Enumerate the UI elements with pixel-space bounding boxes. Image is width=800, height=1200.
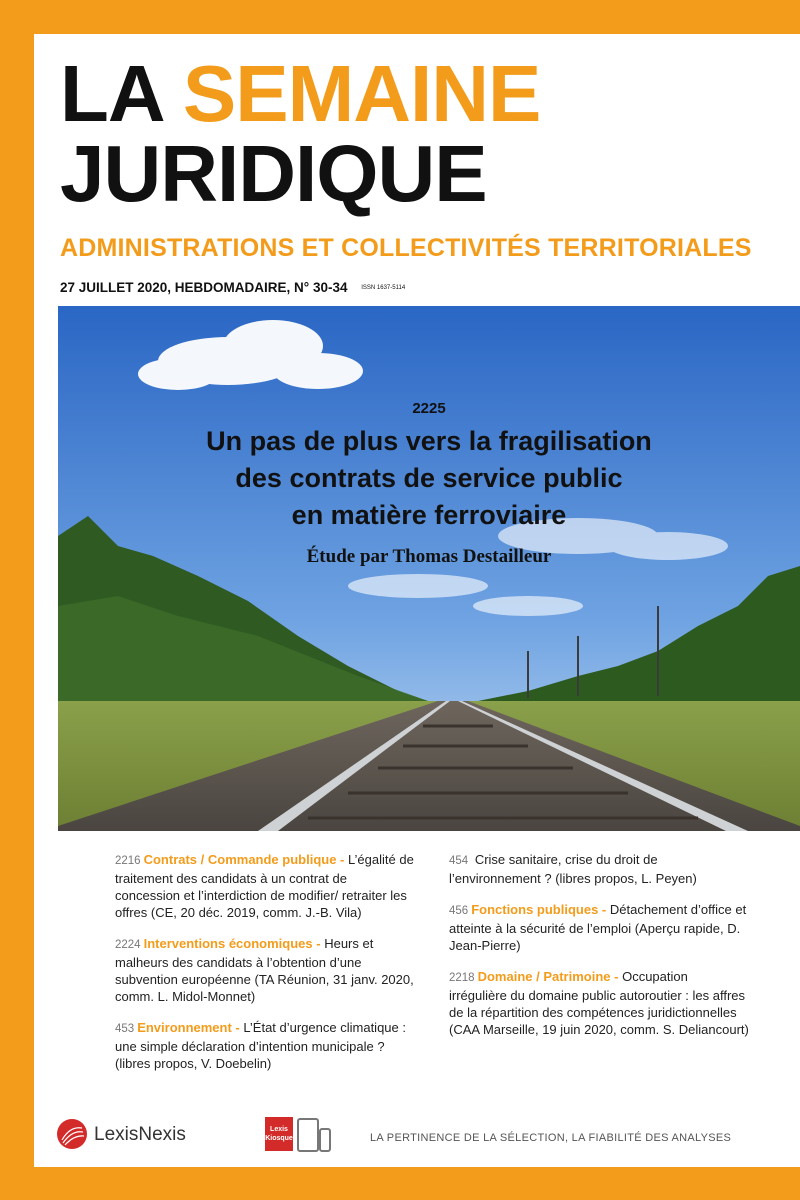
entry-text: L’État d’urgence climatique : une simple déclaration d’intention municipale ? (libres propos, V. Doebelin) <box>115 1020 406 1071</box>
cover-page <box>34 34 800 1167</box>
tablet-phone-icon <box>296 1117 332 1153</box>
summary-entry[interactable] <box>115 935 415 1005</box>
masthead <box>60 49 541 218</box>
railway-landscape-image <box>58 306 800 831</box>
cover-photo <box>58 306 800 831</box>
footer-tagline: LA PERTINENCE DE LA SÉLECTION, LA FIABILITÉ DES ANALYSES <box>370 1132 732 1144</box>
summary-entry[interactable] <box>115 1019 415 1072</box>
entry-rubric: Interventions économiques - <box>143 936 321 951</box>
feature-title <box>58 423 800 534</box>
entry-number: 2224 <box>115 939 141 951</box>
lexis-kiosque-badge[interactable] <box>265 1117 293 1151</box>
summary-entry[interactable] <box>449 851 749 887</box>
lexisnexis-logo-icon <box>56 1118 88 1150</box>
masthead-line-2: JURIDIQUE <box>60 129 487 218</box>
kiosque-label-2: Kiosque <box>265 1135 293 1142</box>
masthead-line-1 <box>60 49 541 138</box>
entry-text: Occupation irrégulière du domaine public autoroutier : les affres de la répartition des compétences juridictionnelles (CAA Marseille, 19 juin 2020, comm. S. Deliancourt) <box>449 969 749 1037</box>
entry-rubric: Environnement - <box>137 1020 240 1035</box>
publisher-name[interactable]: LexisNexis <box>94 1124 186 1145</box>
feature-title-line: des contrats de service public <box>235 463 623 493</box>
entry-rubric: Domaine / Patrimoine - <box>477 969 619 984</box>
issue-info <box>60 280 405 295</box>
feature-title-line: Un pas de plus vers la fragilisation <box>206 426 652 456</box>
entry-number: 453 <box>115 1023 135 1035</box>
masthead-la: LA <box>60 49 162 138</box>
masthead-semaine: SEMAINE <box>182 49 541 138</box>
entry-number: 454 <box>449 855 469 867</box>
entry-number: 2216 <box>115 855 141 867</box>
feature-author: Étude par Thomas Destailleur <box>306 546 552 567</box>
summary-left-column <box>115 851 415 1086</box>
issue-date: 27 JUILLET 2020, HEBDOMADAIRE, N° 30-34 <box>60 280 348 295</box>
kiosque-label-1: Lexis <box>270 1126 288 1133</box>
entry-number: 2218 <box>449 972 475 984</box>
summary-entry[interactable] <box>115 851 415 921</box>
feature-title-line: en matière ferroviaire <box>291 500 567 530</box>
feature-article[interactable] <box>58 400 800 568</box>
feature-number: 2225 <box>412 400 446 417</box>
entry-text: L’égalité de traitement des candidats à un contrat de concession et l’interdiction de modifier/ retraiter les offres (CE, 20 déc. 2019, comm. J.-B. Vila) <box>115 852 414 920</box>
entry-rubric: Contrats / Commande publique - <box>143 852 345 867</box>
entry-text: Heurs et malheurs des candidats à l’obtention d’une subvention européenne (TA Réunion, 31 janv. 2020, comm. L. Midol-Monnet) <box>115 936 414 1004</box>
issn: ISSN 1637-5114 <box>361 285 406 292</box>
entry-rubric: Fonctions publiques - <box>471 902 607 917</box>
entry-number: 456 <box>449 905 469 917</box>
summary-entry[interactable] <box>449 901 749 954</box>
entry-text: Détachement d’office et atteinte à la sécurité de l’emploi (Aperçu rapide, D. Jean-Pierre) <box>449 902 747 953</box>
entry-text: Crise sanitaire, crise du droit de l’environnement ? (libres propos, L. Peyen) <box>449 852 697 886</box>
summary-entry[interactable] <box>449 968 749 1038</box>
summary-right-column <box>449 851 749 1052</box>
publication-subtitle: ADMINISTRATIONS ET COLLECTIVITÉS TERRITORIALES <box>60 234 752 262</box>
footer <box>34 1114 800 1164</box>
